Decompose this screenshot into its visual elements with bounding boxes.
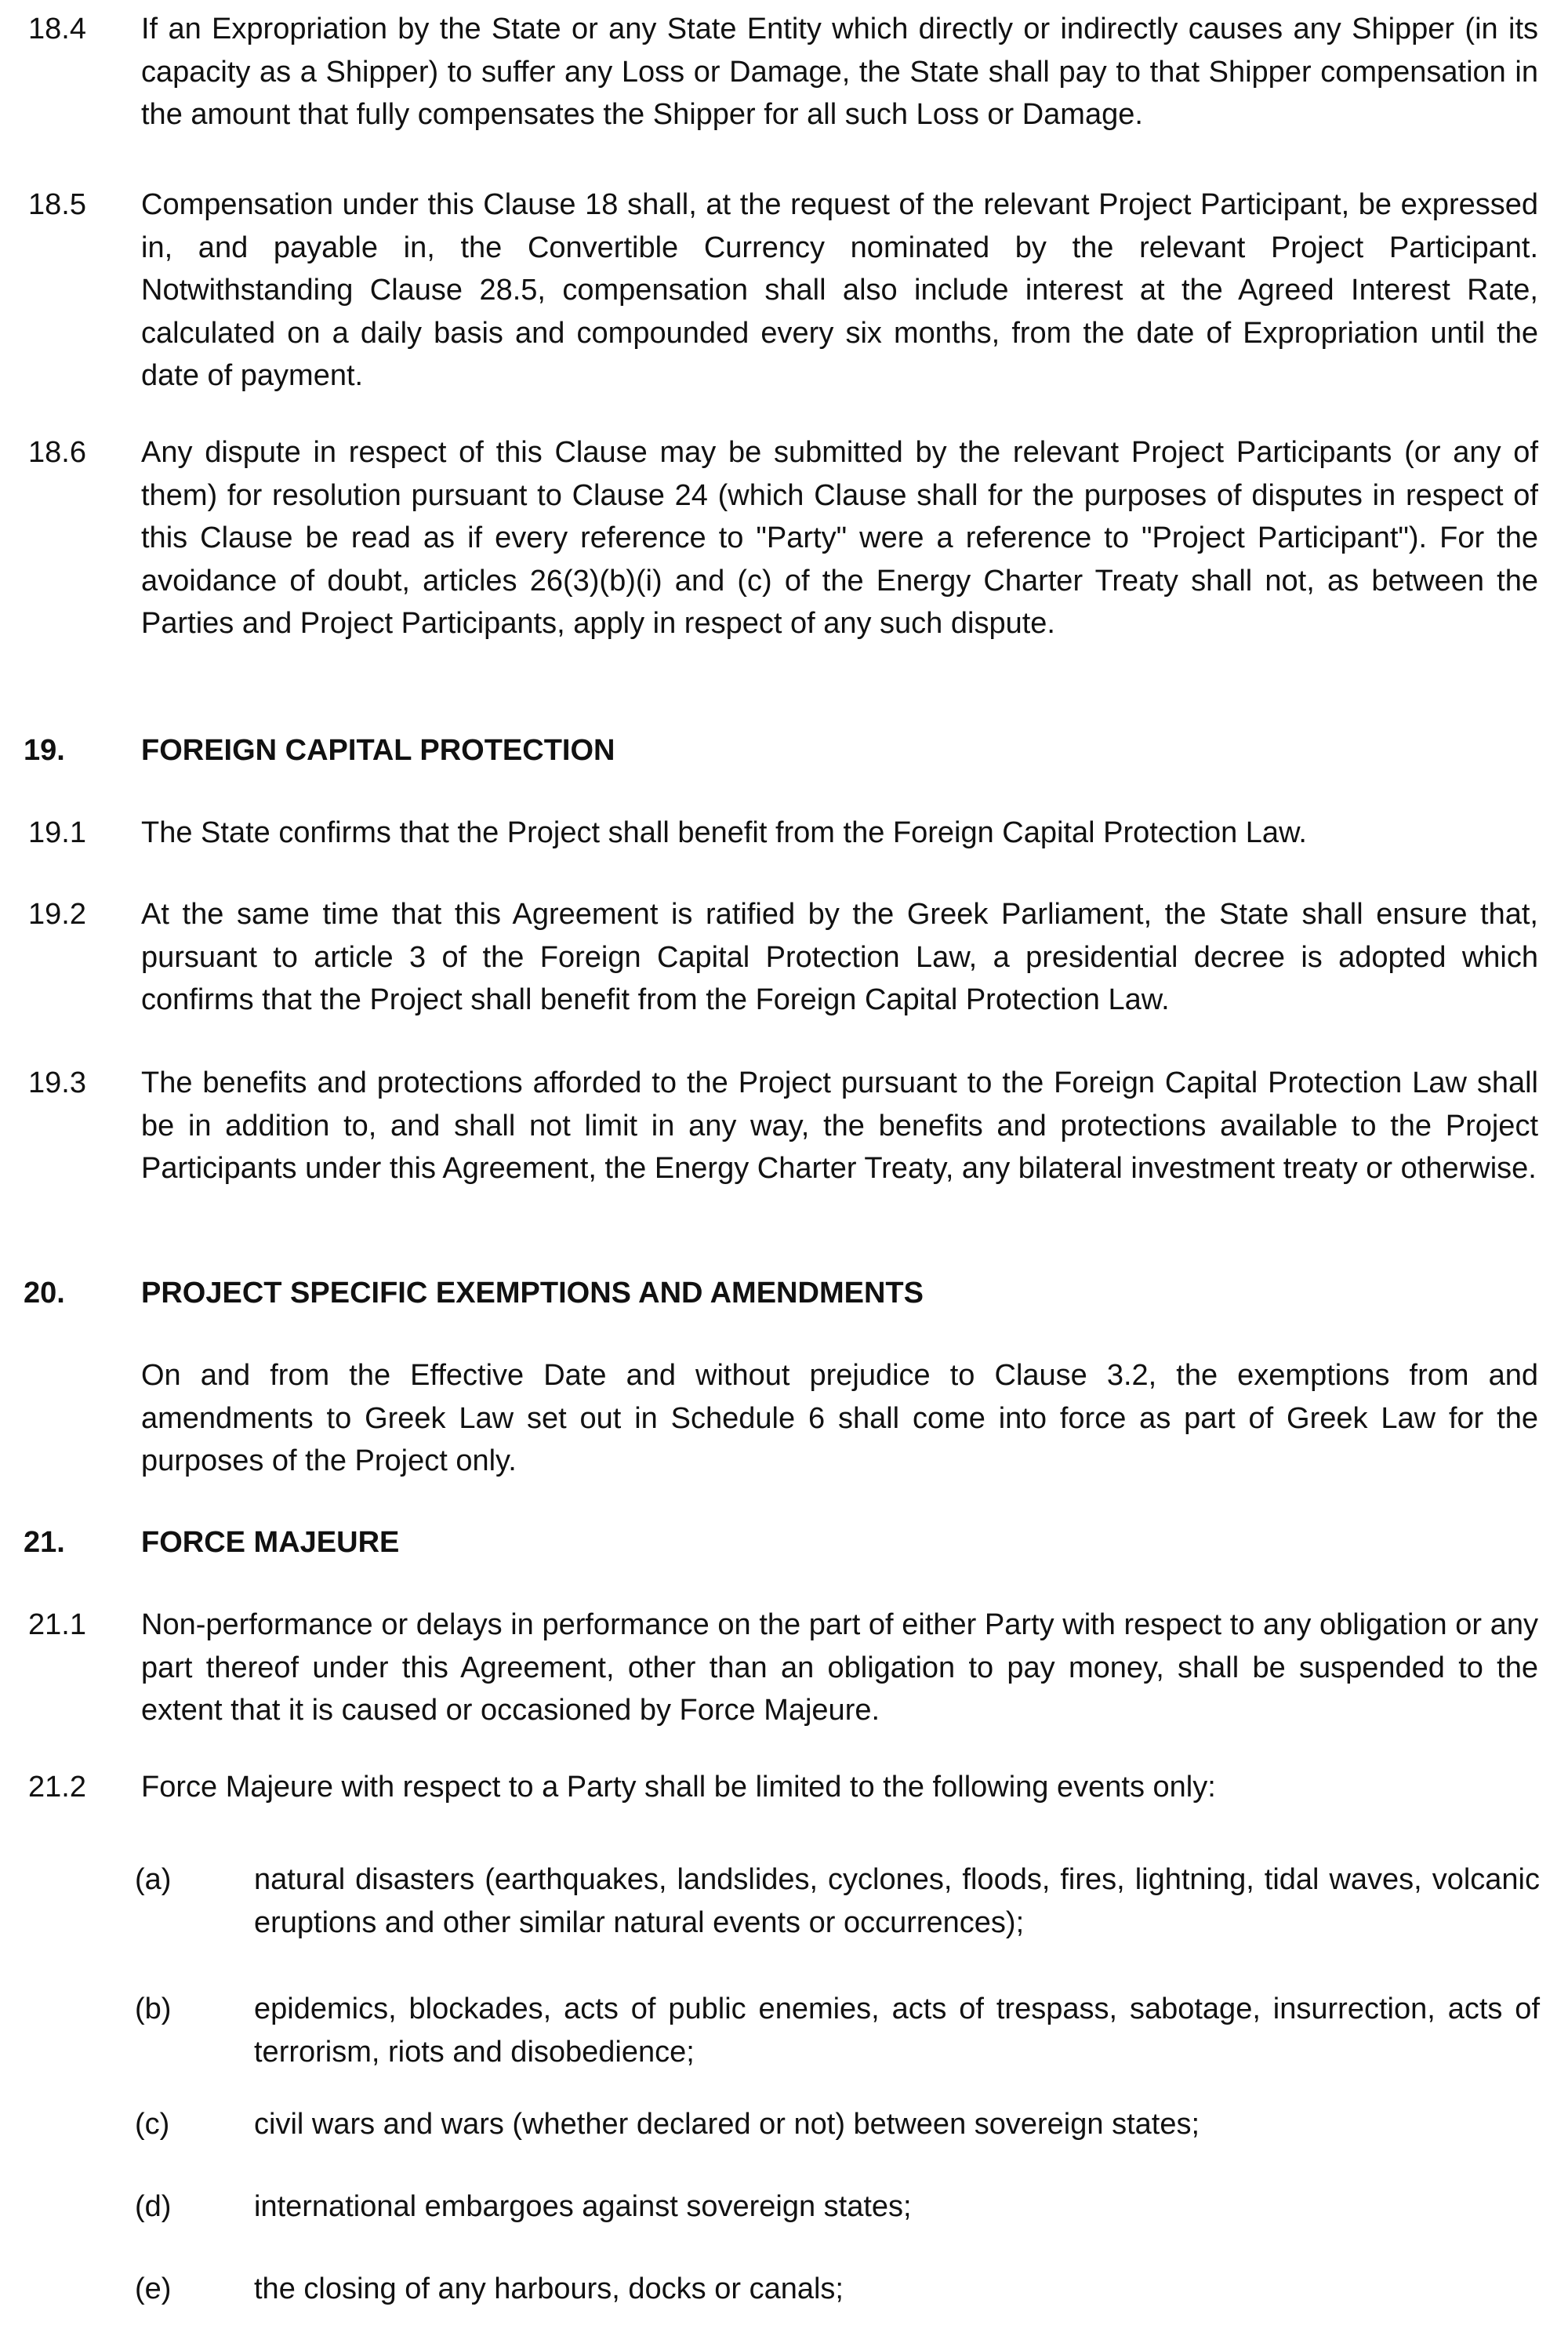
clause-number: 19.1 xyxy=(28,816,86,849)
clause-number: 21.2 xyxy=(28,1771,86,1804)
section-title: FOREIGN CAPITAL PROTECTION xyxy=(141,734,615,767)
list-item-label: (d) xyxy=(135,2190,172,2223)
clause-text: At the same time that this Agreement is ratified by the Greek Parliament, the State shall ensure that, pursuant to article 3 of the Foreign Capital Protection Law, a presidential decree is adopted which confirms that the Project shall benefit from the Foreign Capital Protection Law. xyxy=(141,898,1538,1016)
section-number: 20. xyxy=(24,1277,65,1310)
clause-number: 19.3 xyxy=(28,1066,86,1099)
list-item-label: (e) xyxy=(135,2272,172,2305)
clause-number: 18.4 xyxy=(28,13,86,45)
clause-text: The State confirms that the Project shall benefit from the Foreign Capital Protection Law. xyxy=(141,816,1307,849)
paragraph-text: On and from the Effective Date and without prejudice to Clause 3.2, the exemptions from and amendments to Greek Law set out in Schedule 6 shall come into force as part of Greek Law for the purposes of the Project only. xyxy=(141,1359,1538,1477)
list-item-text: civil wars and wars (whether declared or not) between sovereign states; xyxy=(254,2108,1200,2141)
clause-number: 18.5 xyxy=(28,188,86,221)
section-number: 21. xyxy=(24,1526,65,1559)
clause-text: Force Majeure with respect to a Party shall be limited to the following events only: xyxy=(141,1771,1216,1804)
list-item-text: the closing of any harbours, docks or canals; xyxy=(254,2272,844,2305)
clause-text: Compensation under this Clause 18 shall, at the request of the relevant Project Participant, be expressed in, and payable in, the Convertible Currency nominated by the relevant Project Participant. Notwithstanding Clause 28.5, compensation shall also include interest at the Agreed Interest Rate, calculated on a daily basis and compounded every six months, from the date of Expropriation until the date of payment. xyxy=(141,188,1538,392)
clause-number: 21.1 xyxy=(28,1608,86,1641)
section-title: FORCE MAJEURE xyxy=(141,1526,400,1559)
clause-text: Any dispute in respect of this Clause may be submitted by the relevant Project Participants (or any of them) for resolution pursuant to Clause 24 (which Clause shall for the purposes of disputes in respect of this Clause be read as if every reference to "Party" were a reference to "Project Participant"). For the avoidance of doubt, articles 26(3)(b)(i) and (c) of the Energy Charter Treaty shall not, as between the Parties and Project Participants, apply in respect of any such dispute. xyxy=(141,436,1538,640)
clause-text: Non-performance or delays in performance on the part of either Party with respect to any obligation or any part thereof under this Agreement, other than an obligation to pay money, shall be suspended to the extent that it is caused or occasioned by Force Majeure. xyxy=(141,1608,1538,1727)
list-item-label: (c) xyxy=(135,2108,170,2141)
clause-number: 18.6 xyxy=(28,436,86,469)
section-title: PROJECT SPECIFIC EXEMPTIONS AND AMENDMENTS xyxy=(141,1277,924,1310)
list-item-text: natural disasters (earthquakes, landslides, cyclones, floods, fires, lightning, tidal waves, volcanic eruptions and other similar natural events or occurrences); xyxy=(254,1863,1540,1939)
list-item-text: epidemics, blockades, acts of public enemies, acts of trespass, sabotage, insurrection, acts of terrorism, riots and disobedience; xyxy=(254,1993,1540,2069)
list-item-text: international embargoes against sovereign states; xyxy=(254,2190,912,2223)
clause-number: 19.2 xyxy=(28,898,86,931)
list-item-label: (b) xyxy=(135,1993,172,2025)
section-number: 19. xyxy=(24,734,65,767)
clause-text: If an Expropriation by the State or any State Entity which directly or indirectly causes any Shipper (in its capacity as a Shipper) to suffer any Loss or Damage, the State shall pay to that Shipper compensation in the amount that fully compensates the Shipper for all such Loss or Damage. xyxy=(141,13,1538,131)
list-item-label: (a) xyxy=(135,1863,172,1896)
clause-text: The benefits and protections afforded to the Project pursuant to the Foreign Capital Protection Law shall be in addition to, and shall not limit in any way, the benefits and protections available to the Project Participants under this Agreement, the Energy Charter Treaty, any bilateral investment treaty or otherwise. xyxy=(141,1066,1538,1185)
